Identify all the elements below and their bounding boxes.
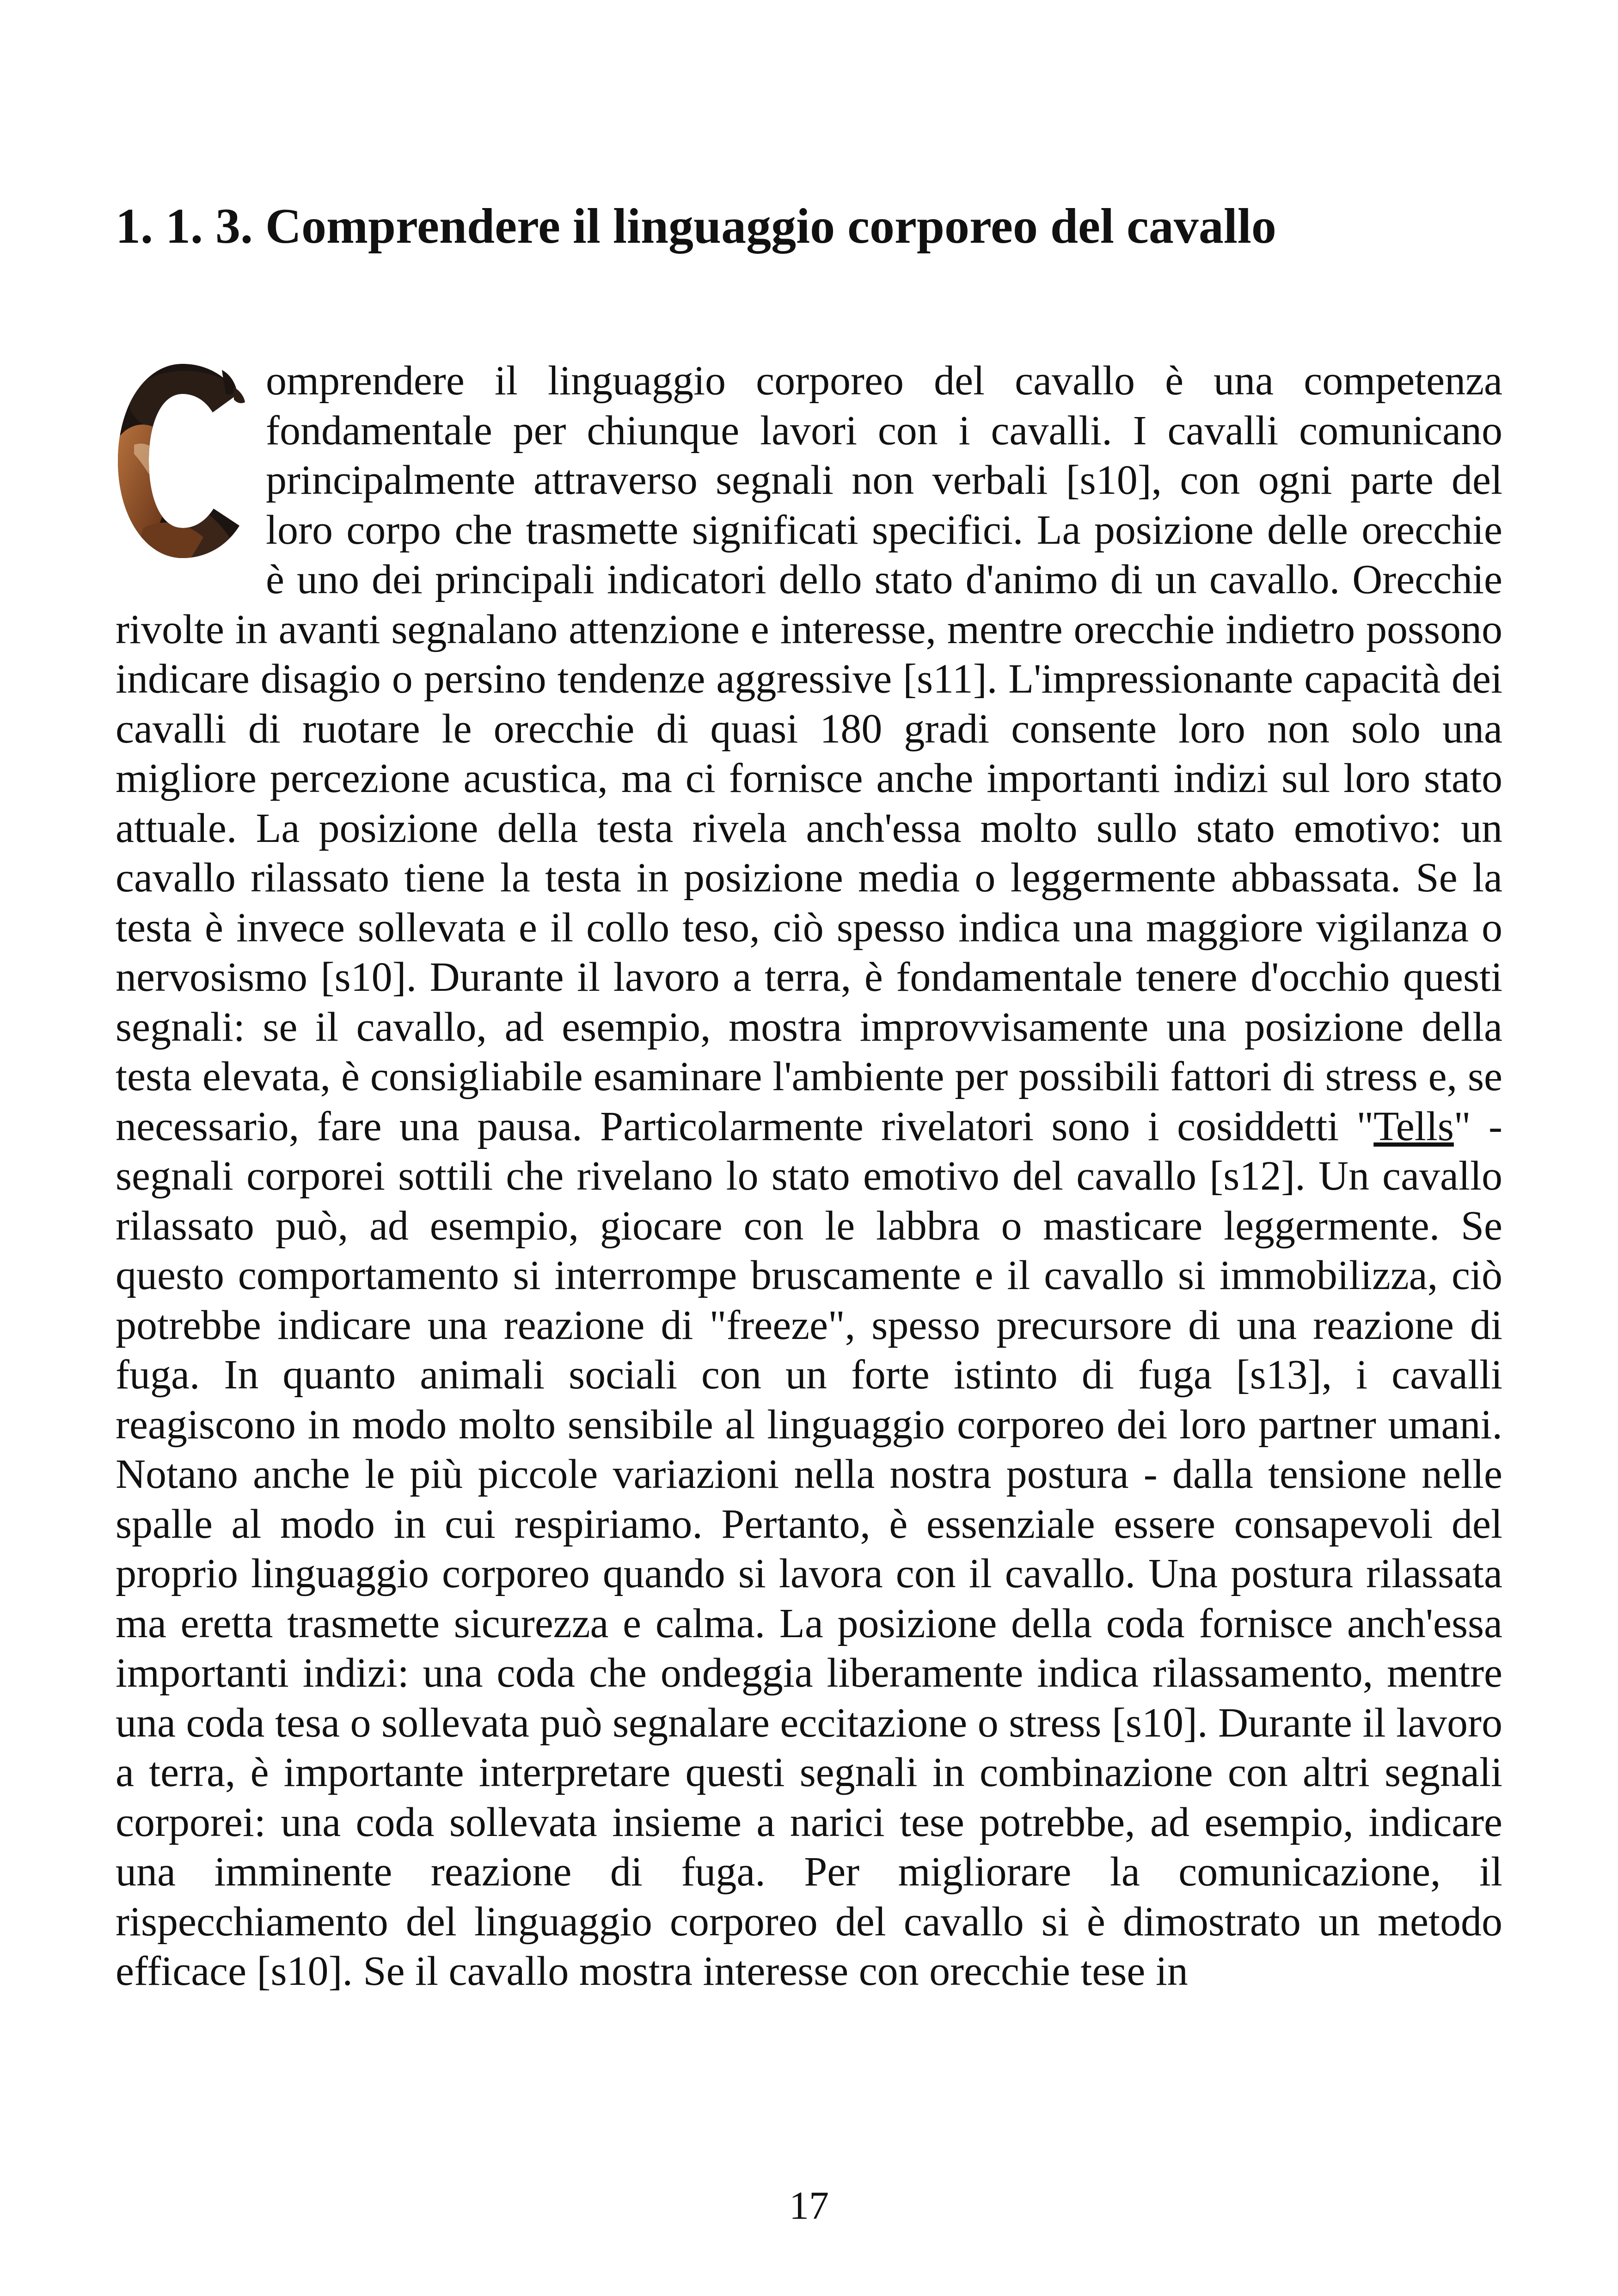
book-page <box>116 0 1502 2296</box>
horse-dropcap-icon <box>116 362 247 560</box>
tells-link[interactable]: Tells <box>1373 1103 1454 1149</box>
body-paragraph <box>116 356 1502 1996</box>
page-number: 17 <box>789 2183 829 2228</box>
section-heading: 1. 1. 3. Comprendere il linguaggio corporeo del cavallo <box>116 199 1276 254</box>
body-text-before-link: omprendere il linguaggio corporeo del cavallo è una competenza fondamentale per chiunque lavori con i cavalli. I cavalli comunicano principalmente attraverso segnali non verbali [s10], con ogni parte del loro corpo che trasmette significati specifici. La posizione delle orecchie è uno dei principali indicatori dello stato d'animo di un cavallo. Orecchie rivolte in avanti segnalano attenzione e interesse, mentre orecchie indietro possono indicare disagio o persino tendenze aggressive [s11]. L'impressionante capacità dei cavalli di ruotare le orecchie di quasi 180 gradi consente loro non solo una migliore percezione acustica, ma ci fornisce anche importanti indizi sul loro stato attuale. La posizione della testa rivela anch'essa molto sullo stato emotivo: un cavallo rilassato tiene la testa in posizione media o leggermente abbassata. Se la testa è invece sollevata e il collo teso, ciò spesso indica una maggiore vigilanza o nervosismo [s10]. Durante il lavoro a terra, è fondamentale tenere d'occhio questi segnali: se il cavallo, ad esempio, mostra improvvisamente una posizione della testa elevata, è consigliabile esaminare l'ambiente per possibili fattori di stress e, se necessario, fare una pausa. Particolarmente rivelatori sono i cosiddetti " <box>116 358 1502 1149</box>
horse-dropcap-graphic <box>116 362 247 560</box>
body-text-after-link: " - segnali corporei sottili che rivelano lo stato emotivo del cavallo [s12]. Un cavallo rilassato può, ad esempio, giocare con le labbra o masticare leggermente. Se questo comportamento si interrompe bruscamente e il cavallo si immobilizza, ciò potrebbe indicare una reazione di "freeze", spesso precursore di una reazione di fuga. In quanto animali sociali con un forte istinto di fuga [s13], i cavalli reagiscono in modo molto sensibile al linguaggio corporeo dei loro partner umani. Notano anche le più piccole variazioni nella nostra postura - dalla tensione nelle spalle al modo in cui respiriamo. Pertanto, è essenziale essere consapevoli del proprio linguaggio corporeo quando si lavora con il cavallo. Una postura rilassata ma eretta trasmette sicurezza e calma. La posizione della coda fornisce anch'essa importanti indizi: una coda che ondeggia liberamente indica rilassamento, mentre una coda tesa o sollevata può segnalare eccitazione o stress [s10]. Durante il lavoro a terra, è importante interpretare questi segnali in combinazione con altri segnali corporei: una coda sollevata insieme a narici tese potrebbe, ad esempio, indicare una imminente reazione di fuga. Per migliorare la comunicazione, il rispecchiamento del linguaggio corporeo del cavallo si è dimostrato un metodo efficace [s10]. Se il cavallo mostra interesse con orecchie tese in <box>116 1103 1502 1994</box>
